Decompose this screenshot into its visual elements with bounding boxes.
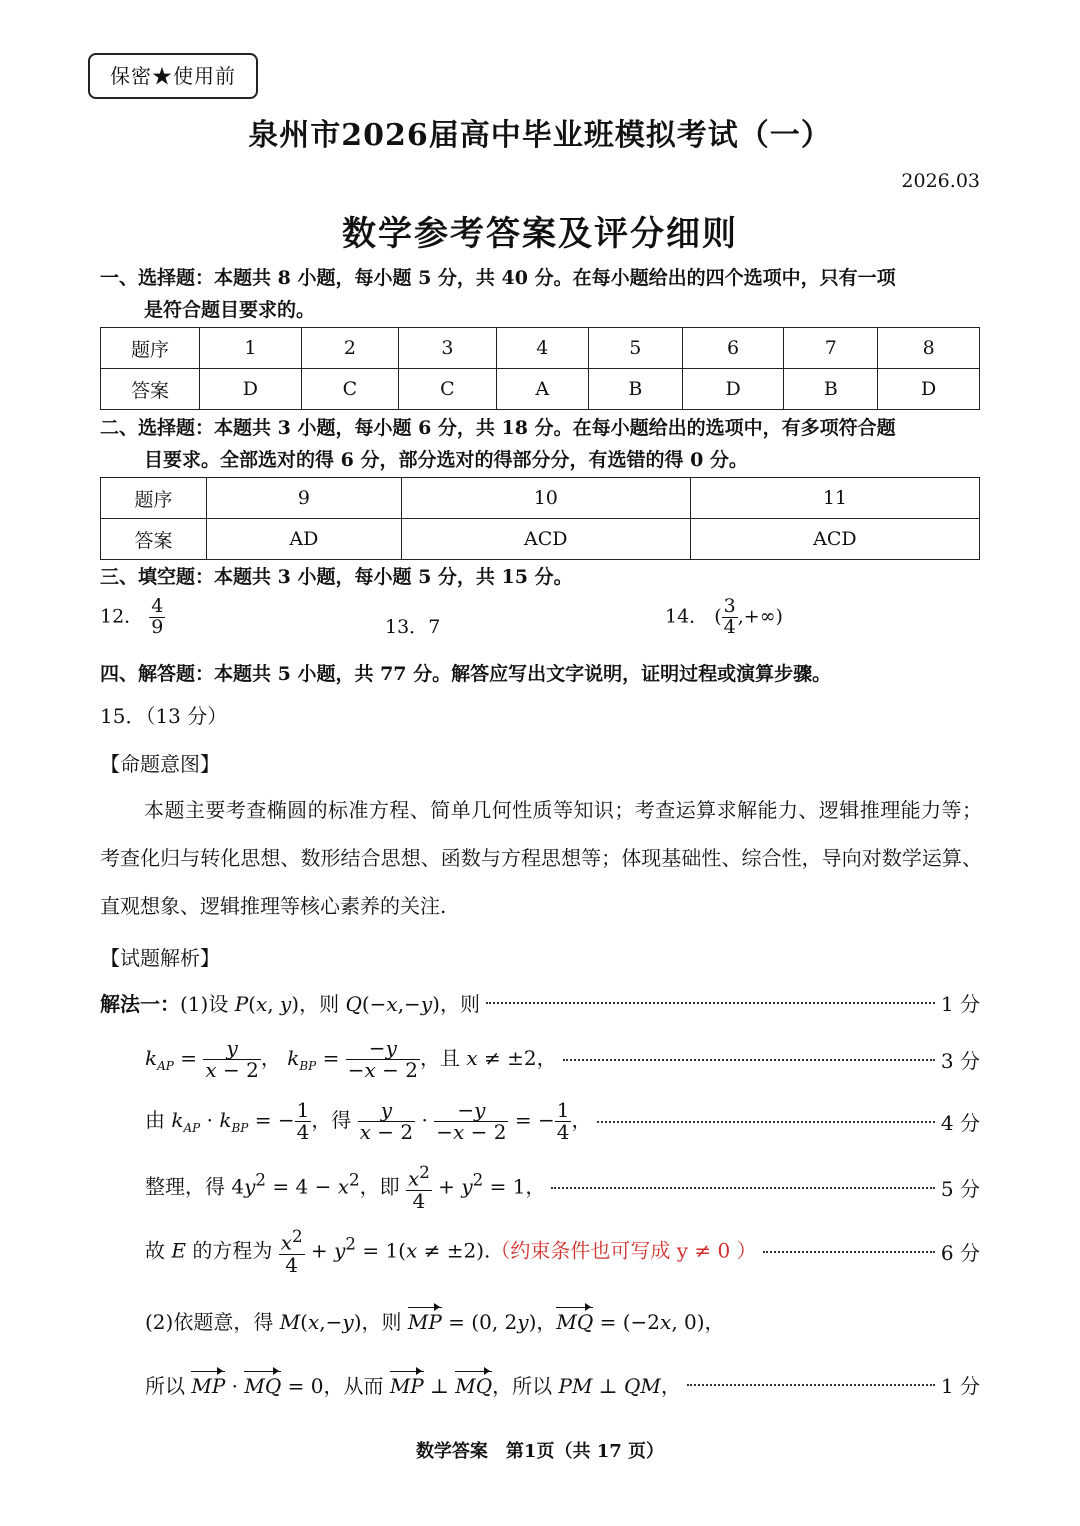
section2-answer-table <box>100 477 980 560</box>
section2-heading: 二、选择题：本题共 3 小题，每小题 6 分，共 18 分。在每小题给出的选项中，有多项符合题 目要求。全部选对的得 6 分，部分选对的得部分分，有选错的得 0 分。 <box>100 417 896 471</box>
row-label-question: 题序 <box>101 478 207 519</box>
solution-line-1: 解法一：(1)设 P(x, y)，则 Q(−x,−y)，则 1 分 <box>100 992 980 1016</box>
solution-line-4: 整理，得 $4y^2 = 4 - x^2$，即 $\frac{x^2}{4}$ + $y^2 = 1$， 5 分 <box>145 1163 980 1213</box>
answer-8: D <box>878 369 980 410</box>
intent-paragraph: 本题主要考查椭圆的标准方程、简单几何性质等知识；考查运算求解能力、逻辑推理能力等；考查化归与转化思想、数形结合思想、函数与方程思想等；体现基础性、综合性，导向对数学运算、直观想象、逻辑推理等核心素养的关注. <box>100 798 982 918</box>
question-9: 9 <box>207 478 402 519</box>
solution-line-7: 所以 MP · MQ = 0，从而 MP ⊥ MQ，所以 PM ⊥ QM， 1 分 <box>145 1374 980 1398</box>
section4-heading: 四、解答题：本题共 5 小题，共 77 分。解答应写出文字说明，证明过程或演算步骤。 <box>100 663 832 685</box>
answer-7: B <box>784 369 878 410</box>
question-7: 7 <box>784 328 878 369</box>
answer-4: A <box>496 369 588 410</box>
intent-label: 【命题意图】 <box>100 752 220 776</box>
question-6: 6 <box>682 328 784 369</box>
question-3: 3 <box>399 328 496 369</box>
question-4: 4 <box>496 328 588 369</box>
question-8: 8 <box>878 328 980 369</box>
answer-9: AD <box>207 519 402 560</box>
answer-13: 13．7 <box>385 616 441 638</box>
question-2: 2 <box>301 328 398 369</box>
section3-heading: 三、填空题：本题共 3 小题，每小题 5 分，共 15 分。 <box>100 566 573 588</box>
solution-line-3: 由 $k_{AP} \cdot k_{BP}$ = − $\frac{1}{4}$ ，得 $\frac{y}{x - 2}$ · $\frac{-y}{-x - 2}$ = − $\frac{1}{4}$ ， 4 分 <box>145 1098 980 1144</box>
fraction-14: $\frac{3}{4}$ <box>723 595 736 638</box>
section1-answer-table <box>100 327 980 410</box>
row-label-answer: 答案 <box>101 519 207 560</box>
solution-line-6: (2)依题意，得 M(x,−y)，则 MP = (0, 2y)，MQ = (−2x, 0)， <box>145 1310 725 1334</box>
question-10: 10 <box>401 478 690 519</box>
exam-date: 2026.03 <box>901 170 980 192</box>
row-label-question: 题序 <box>101 328 200 369</box>
question-11: 11 <box>690 478 979 519</box>
answer-2: C <box>301 369 398 410</box>
answer-14: 14． ( $\frac{3}{4}$ ,+∞) <box>665 595 783 638</box>
analysis-label: 【试题解析】 <box>100 946 220 970</box>
constraint-note: （约束条件也可写成 y ≠ 0 ） <box>490 1238 757 1263</box>
section1-heading: 一、选择题：本题共 8 小题，每小题 5 分，共 40 分。在每小题给出的四个选项中，只有一项 是符合题目要求的。 <box>100 267 896 321</box>
confidential-stamp: 保密★使用前 <box>88 53 258 99</box>
question-5: 5 <box>588 328 682 369</box>
answer-1: D <box>200 369 302 410</box>
fraction-12: $\frac{4}{9}$ <box>151 595 164 638</box>
solution-line-5: 故 E 的方程为 $\frac{x^2}{4}$ + $y^2 = 1(x \ne \pm 2)$.（约束条件也可写成 y ≠ 0 ） 6 分 <box>145 1227 980 1277</box>
row-label-answer: 答案 <box>101 369 200 410</box>
answer-6: D <box>682 369 784 410</box>
answer-3: C <box>399 369 496 410</box>
answer-12: 12． $\frac{4}{9}$ <box>100 595 164 638</box>
answer-11: ACD <box>690 519 979 560</box>
solution-line-2: $k_{AP}$ = $\frac{y}{x - 2}$ ， $k_{BP}$ = $\frac{-y}{-x - 2}$ ，且 x ≠ ±2， 3 分 <box>145 1036 980 1082</box>
answer-10: ACD <box>401 519 690 560</box>
document-subtitle: 数学参考答案及评分细则 <box>342 214 738 254</box>
question-15-label: 15．（13 分） <box>100 704 228 728</box>
page-footer: 数学答案 第1页（共 17 页） <box>415 1441 665 1462</box>
exam-title: 泉州市2026届高中毕业班模拟考试（一） <box>248 118 832 153</box>
answer-5: B <box>588 369 682 410</box>
question-1: 1 <box>200 328 302 369</box>
